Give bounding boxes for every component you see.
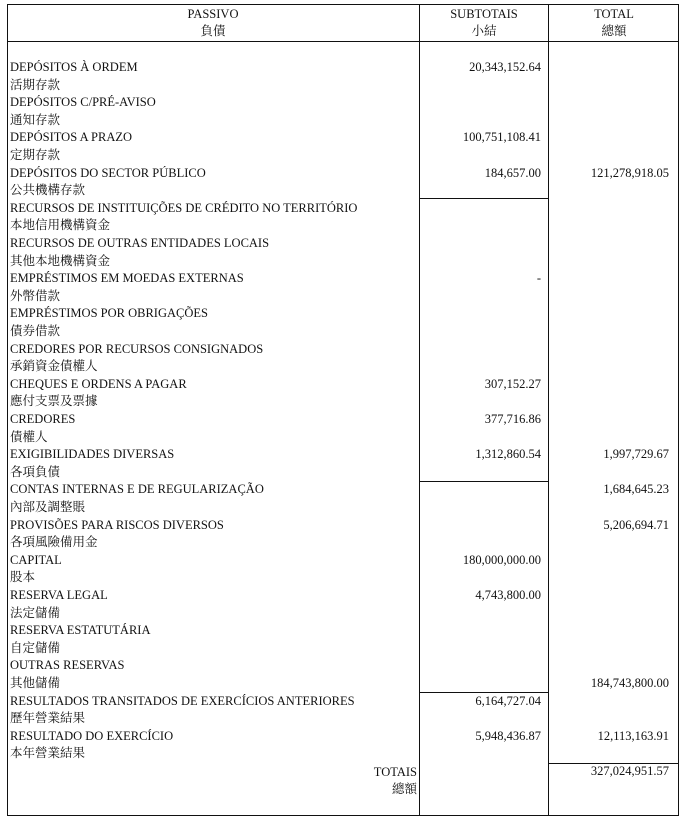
row-label: OUTRAS RESERVAS 其他儲備 (10, 658, 125, 690)
row-label: DEPÓSITOS À ORDEM 活期存款 (10, 60, 138, 92)
header-total-label: TOTAL (594, 7, 634, 21)
row-subtotal: 1,312,860.54 (475, 447, 541, 462)
row-total: 1,684,645.23 (603, 482, 669, 497)
row-subtotal: 5,948,436.87 (475, 729, 541, 743)
row-subtotal: 20,343,152.64 (469, 60, 541, 74)
row-label: RESERVA LEGAL 法定儲備 (10, 588, 108, 620)
column-rule-subtotal (419, 4, 420, 816)
totals-label (374, 764, 417, 798)
row-label: CREDORES 債權人 (10, 412, 76, 444)
row-subtotal: 4,743,800.00 (475, 588, 541, 602)
header-rule (7, 41, 679, 42)
row-label: RESERVA ESTATUTÁRIA 自定儲備 (10, 623, 151, 655)
header-subtotais-label: SUBTOTAIS (450, 7, 518, 21)
row-label: RESULTADO DO EXERCÍCIO 本年營業結果 (10, 728, 174, 761)
totals-label-zh: 總額 (391, 782, 417, 796)
totals-label-pt: TOTAIS (373, 765, 417, 779)
header-subtotais (420, 6, 548, 40)
row-label: EMPRÉSTIMOS POR OBRIGAÇÕES 債券借款 (10, 306, 208, 338)
row-subtotal: 6,164,727.04 (475, 694, 541, 708)
column-rule-total (548, 4, 549, 816)
header-subtotais-label-zh: 小結 (471, 24, 497, 38)
row-subtotal: 377,716.86 (484, 412, 541, 426)
row-label: CAPITAL 股本 (10, 552, 62, 585)
row-total: 5,206,694.71 (603, 517, 669, 532)
row-label: EXIGIBILIDADES DIVERSAS 各項負債 (10, 447, 175, 479)
row-label: PROVISÕES PARA RISCOS DIVERSOS 各項風險備用金 (10, 517, 224, 550)
row-label: CHEQUES E ORDENS A PAGAR 應付支票及票據 (10, 376, 187, 409)
row-subtotal: 307,152.27 (484, 376, 541, 391)
row-total: 12,113,163.91 (597, 729, 669, 743)
row-label: DEPÓSITOS A PRAZO 定期存款 (10, 130, 133, 162)
subtotal-group-rule (419, 198, 549, 199)
header-total (549, 6, 679, 40)
row-label: DEPÓSITOS DO SECTOR PÚBLICO 公共機構存款 (10, 165, 206, 198)
row-label: RESULTADOS TRANSITADOS DE EXERCÍCIOS ANTERIORES 歷年營業結果 (10, 693, 355, 726)
totals-value: 327,024,951.57 (590, 764, 669, 778)
row-label: CREDORES POR RECURSOS CONSIGNADOS 承銷資金債權人 (10, 341, 264, 374)
row-label: DEPÓSITOS C/PRÉ-AVISO 通知存款 (10, 95, 156, 127)
header-total-label-zh: 總額 (601, 24, 627, 38)
row-subtotal: 180,000,000.00 (462, 552, 541, 567)
row-label: EMPRÉSTIMOS EM MOEDAS EXTERNAS 外幣借款 (10, 271, 244, 303)
row-subtotal: 184,657.00 (484, 165, 541, 180)
row-total: 1,997,729.67 (603, 447, 669, 462)
row-subtotal: - (536, 271, 541, 286)
header-passivo-label: PASSIVO (187, 7, 239, 21)
header-passivo-label-zh: 負債 (200, 24, 226, 38)
row-label: CONTAS INTERNAS E DE REGULARIZAÇÃO 內部及調整賬 (10, 482, 264, 514)
header-passivo (7, 6, 419, 40)
row-total: 121,278,918.05 (590, 165, 669, 180)
row-label: RECURSOS DE OUTRAS ENTIDADES LOCAIS 其他本地機構資金 (10, 236, 270, 268)
subtotal-group-rule (419, 481, 549, 482)
row-label: RECURSOS DE INSTITUIÇÕES DE CRÉDITO NO TERRITÓRIO 本地信用機構資金 (10, 200, 358, 233)
row-subtotal: 100,751,108.41 (462, 130, 541, 145)
totals-left-rule (419, 763, 420, 816)
row-total: 184,743,800.00 (590, 676, 669, 690)
